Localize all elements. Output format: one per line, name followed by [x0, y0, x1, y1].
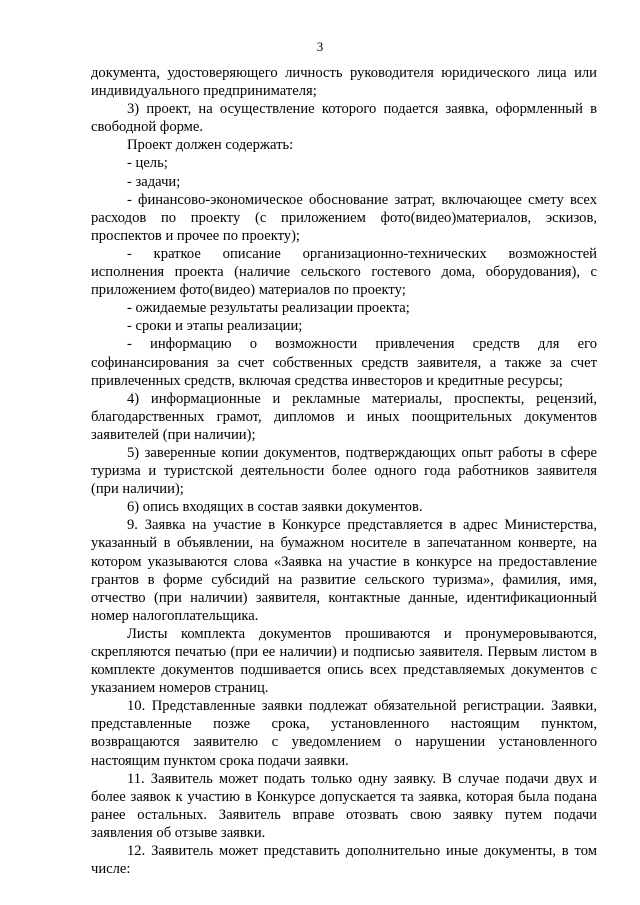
paragraph: документа, удостоверяющего личность руководителя юридического лица или индивидуального предпринимателя;: [91, 65, 597, 100]
paragraph: 4) информационные и рекламные материалы, проспекты, рецензий, благодарственных грамот, дипломов и иных поощрительных документов заявителей (при наличии);: [91, 390, 597, 443]
paragraph: - краткое описание организационно-технических возможностей исполнения проекта (наличие сельского гостевого дома, оборудования), с приложением фото(видео) материалов по проекту;: [91, 245, 597, 299]
paragraph: - финансово-экономическое обоснование затрат, включающее смету всех расходов по проекту (с приложением фото(видео)материалов, эскизов, проспектов и прочее по проекту);: [91, 191, 597, 244]
paragraph: 10. Представленные заявки подлежат обязательной регистрации. Заявки, представленные позже срока, установленного настоящим пунктом, возвращаются заявителю с уведомлением о нарушении установленного настоящим пунктом срока подачи заявки.: [91, 698, 597, 769]
page-number: 3: [316, 39, 324, 54]
paragraph: - информацию о возможности привлечения средств для его софинансирования за счет собственных средств заявителя, а также за счет привлеченных средств, включая средства инвесторов и кредитные ресурсы;: [91, 336, 597, 389]
paragraph: - задачи;: [127, 173, 181, 190]
paragraph: - цель;: [127, 155, 168, 172]
paragraph: 6) опись входящих в состав заявки документов.: [127, 499, 423, 516]
paragraph: - ожидаемые результаты реализации проекта;: [127, 300, 410, 317]
paragraph: - сроки и этапы реализации;: [127, 318, 303, 335]
paragraph: Листы комплекта документов прошиваются и пронумеровываются, скрепляются печатью (при ее наличии) и подписью заявителя. Первым листом в комплекте документов подшивается опись всех представляемых документов с указанием номеров страниц.: [91, 625, 597, 697]
paragraph: 3) проект, на осуществление которого подается заявка, оформленный в свободной форме.: [91, 101, 597, 136]
document-body: [91, 64, 597, 878]
paragraph: 9. Заявка на участие в Конкурсе представляется в адрес Министерства, указанный в объявлении, на бумажном носителе в запечатанном конверте, на котором указываются слова «Заявка на участие в конкурсе на предоставление грантов в форме субсидий на развитие сельского туризма», фамилия, имя, отчество (при наличии) заявителя, контактные данные, идентификационный номер налогоплательщика.: [91, 517, 597, 624]
paragraph: Проект должен содержать:: [127, 137, 294, 154]
paragraph: 11. Заявитель может подать только одну заявку. В случае подачи двух и более заявок к участию в Конкурсе допускается та заявка, которая была подана ранее остальных. Заявитель вправе отозвать свою заявку путем подачи заявления об отзыве заявки.: [91, 770, 597, 841]
paragraph: 12. Заявитель может представить дополнительно иные документы, в том числе:: [91, 843, 597, 878]
paragraph: 5) заверенные копии документов, подтверждающих опыт работы в сфере туризма и туристской деятельности более одного года работников заявителя (при наличии);: [91, 444, 597, 498]
